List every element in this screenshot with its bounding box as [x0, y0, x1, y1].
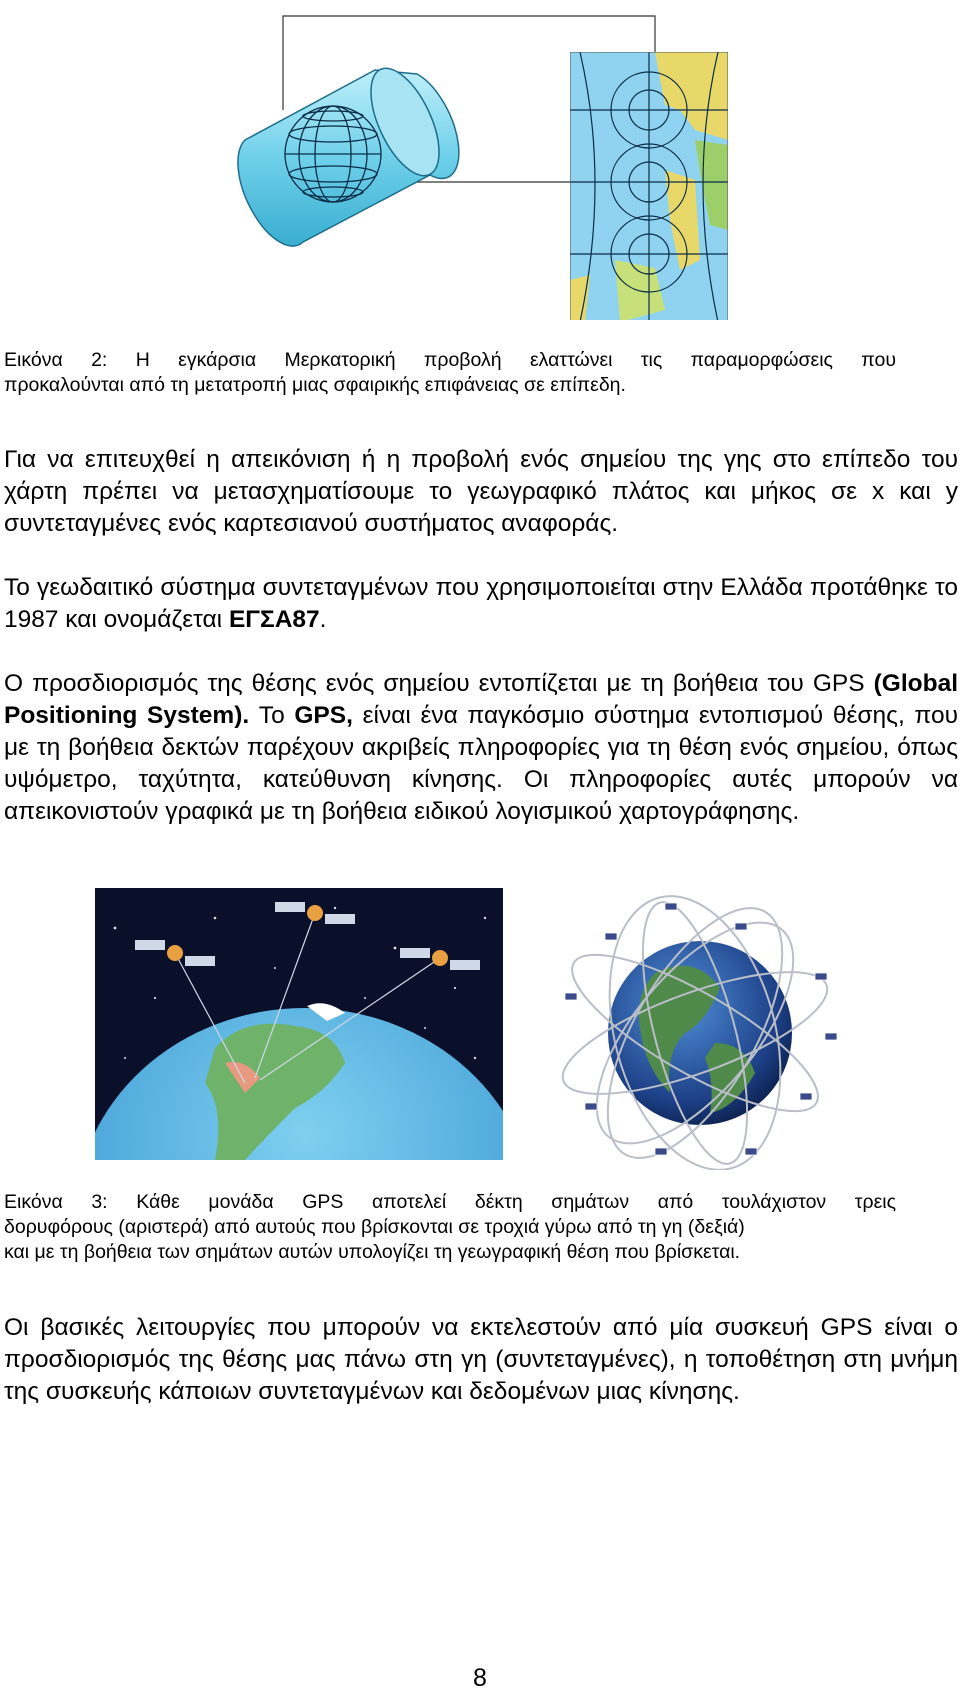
satellite-icon — [825, 1033, 837, 1040]
cylinder-illustration — [238, 58, 459, 246]
satellite-icon — [735, 923, 747, 930]
paragraph — [4, 572, 958, 636]
paragraph: Για να επιτευχθεί η απεικόνιση ή η προβολή ενός σημείου της γης στο επίπεδο του χάρτη πρέπει να μετασχηματίσουμε το γεωγραφικό πλάτος και μήκος σε x και y συντεταγμένες ενός καρτεσιανού συστήματος αναφοράς. — [4, 446, 958, 537]
gps-full-name: (Global Positioning System). — [4, 670, 958, 729]
gps-constellation-image — [545, 893, 845, 1170]
paragraph — [4, 668, 958, 828]
caption-line: Εικόνα 3: Κάθε μονάδα GPS αποτελεί δέκτη σημάτων από τουλάχιστον τρεις — [4, 1191, 896, 1213]
paragraph-text: Το γεωδαιτικό σύστημα συντεταγμένων που χρησιμοποιείται στην Ελλάδα προτάθηκε το 1987 και ονομάζεται — [4, 574, 958, 633]
transverse-mercator-figure — [225, 10, 735, 320]
caption-line: Εικόνα 2: Η εγκάρσια Μερκατορική προβολή ελαττώνει τις παραμορφώσεις που — [4, 349, 896, 371]
caption-line: δορυφόρους (αριστερά) από αυτούς που βρίσκονται σε τροχιά γύρω από τη γη (δεξιά) — [4, 1216, 745, 1238]
satellites-over-earth-image — [95, 888, 503, 1160]
satellite-icon — [800, 1093, 812, 1100]
satellite-icon — [605, 933, 617, 940]
gps-acronym: GPS, — [294, 702, 353, 729]
figure-caption — [4, 348, 896, 398]
satellite-icon — [815, 973, 827, 980]
satellite-icon — [565, 993, 577, 1000]
satellite-icon — [745, 1148, 757, 1155]
projected-map — [570, 52, 728, 320]
paragraph-text: Το — [249, 702, 295, 729]
paragraph-text: . — [319, 606, 327, 633]
paragraph-text: είναι ένα παγκόσμιο σύστημα εντοπισμού θέσης, που με τη βοήθεια δεκτών παρέχουν ακριβείς πληροφορίες για τη θέση ενός σημείου, όπως υψόμετρο, ταχύτητα, κατεύθυνση κίνησης. Οι πληροφορίες αυτές μπορούν να απεικονιστούν γραφικά με τη βοήθεια ειδικού λογισμικού χαρτογράφησης. — [4, 702, 959, 825]
caption-line: και με τη βοήθεια των σημάτων αυτών υπολογίζει τη γεωγραφική θέση που βρίσκεται. — [4, 1241, 741, 1263]
paragraph: Οι βασικές λειτουργίες που μπορούν να εκτελεστούν από μία συσκευή GPS είναι ο προσδιορισμός της θέσης μας πάνω στη γη (συντεταγμένες), η τοποθέτηση στη μνήμη της συσκευής κάποιων συντεταγμένων και δεδομένων μιας κίνησης. — [4, 1314, 958, 1405]
page-number: 8 — [473, 1664, 487, 1692]
satellite-icon — [665, 903, 677, 910]
satellite-icon — [585, 1103, 597, 1110]
datum-name: ΕΓΣΑ87 — [228, 606, 320, 633]
figure-caption — [4, 1190, 896, 1265]
caption-line: προκαλούνται από τη μετατροπή μιας σφαιρικής επιφάνειας σε επίπεδη. — [4, 374, 626, 396]
satellite-icon — [655, 1148, 667, 1155]
paragraph-text: Ο προσδιορισμός της θέσης ενός σημείου εντοπίζεται με τη βοήθεια του GPS — [4, 670, 874, 697]
